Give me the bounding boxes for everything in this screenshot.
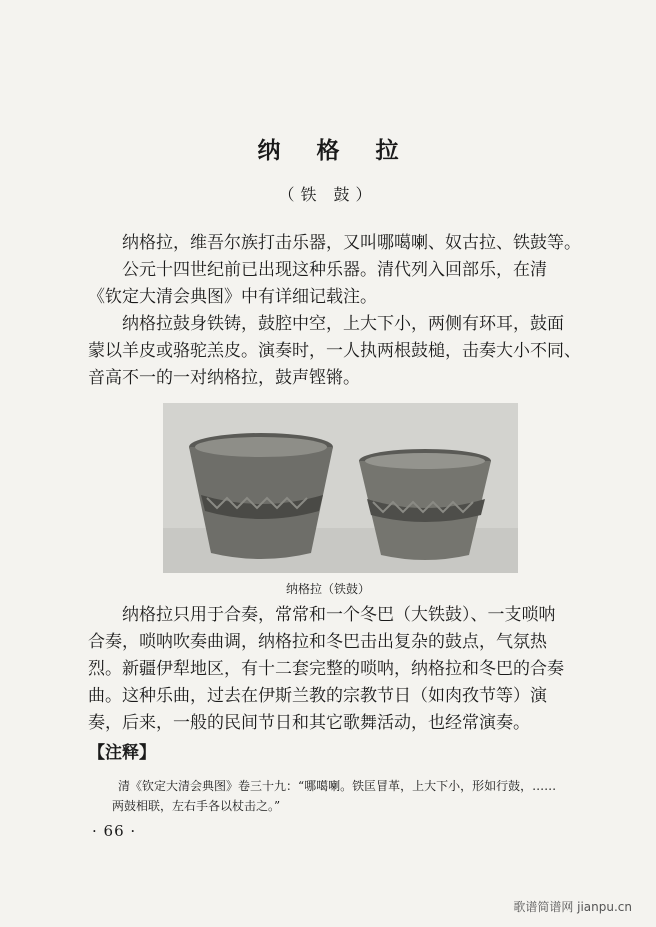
notes-heading: 【注释】 [88, 743, 156, 763]
page-title: 纳 格 拉 [257, 137, 413, 164]
text-line: 《钦定大清会典图》中有详细记载注。 [88, 287, 377, 307]
text-line: 曲。这种乐曲，过去在伊斯兰教的宗教节日（如肉孜节等）演 [88, 686, 547, 706]
note-line: 清《钦定大清会典图》卷三十九：“哪噶喇。铁匡冒革，上大下小，形如行鼓，…… [118, 779, 557, 793]
text-line: 纳格拉只用于合奏，常常和一个冬巴（大铁鼓）、一支唢呐 [122, 605, 556, 625]
text-line: 音高不一的一对纳格拉，鼓声铿锵。 [88, 368, 360, 388]
figure-caption: 纳格拉（铁鼓） [285, 582, 370, 596]
watermark: 歌谱简谱网 jianpu.cn [513, 900, 632, 914]
text-line: 奏，后来，一般的民间节日和其它歌舞活动，也经常演奏。 [88, 713, 530, 733]
text-line: 纳格拉，维吾尔族打击乐器，又叫哪噶喇、奴古拉、铁鼓等。 [122, 233, 581, 253]
page-number: · 66 · [92, 822, 137, 840]
text-line: 合奏，唢呐吹奏曲调，纳格拉和冬巴击出复杂的鼓点，气氛热 [88, 632, 547, 652]
notes-body [112, 776, 608, 816]
drum-photo-illustration [163, 403, 518, 573]
intro-paragraphs [88, 230, 608, 392]
body-paragraphs [88, 602, 608, 737]
page-subtitle: （铁 鼓） [278, 185, 378, 204]
note-line: 两鼓相联，左右手各以杖击之。” [112, 799, 281, 813]
text-line: 纳格拉鼓身铁铸，鼓腔中空，上大下小，两侧有环耳，鼓面 [122, 314, 564, 334]
drum-photo [163, 403, 518, 573]
text-line: 烈。新疆伊犁地区，有十二套完整的唢呐，纳格拉和冬巴的合奏 [88, 659, 564, 679]
text-line: 公元十四世纪前已出现这种乐器。清代列入回部乐，在清 [122, 260, 547, 280]
text-line: 蒙以羊皮或骆驼羔皮。演奏时，一人执两根鼓槌，击奏大小不同、 [88, 341, 581, 361]
